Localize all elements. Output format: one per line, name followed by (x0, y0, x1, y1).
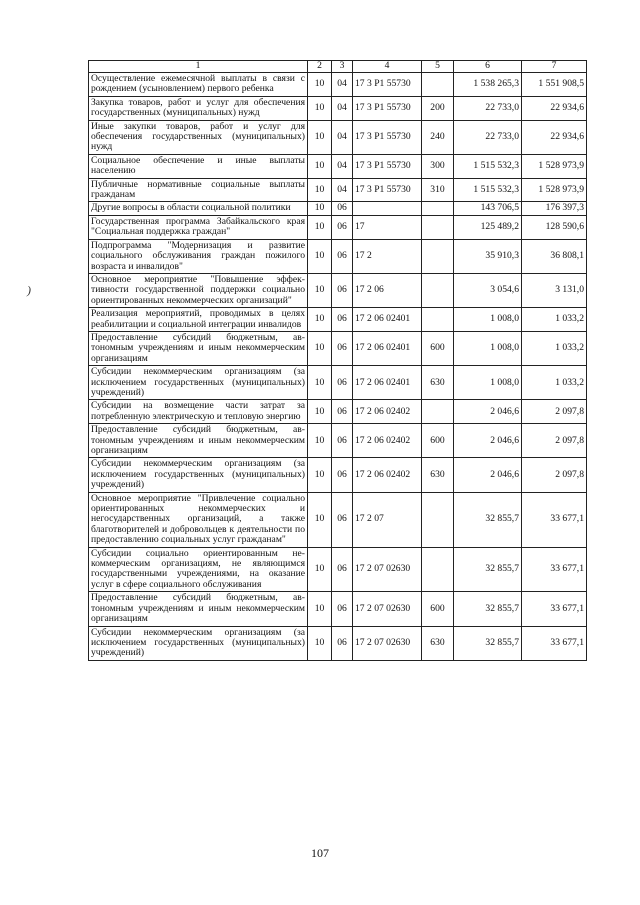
column-header: 2 (308, 61, 332, 73)
section-code-cell: 10 (308, 331, 332, 365)
amount-year2-cell: 176 397,3 (522, 202, 587, 215)
item-name-cell: Предоставление субсидий бюджетным, автономным учреждениям и иным некоммерческим организациям (89, 424, 308, 458)
subsection-code-cell: 06 (332, 492, 353, 547)
section-code-cell: 10 (308, 120, 332, 154)
budget-table (88, 60, 587, 661)
amount-year2-cell: 2 097,8 (522, 424, 587, 458)
item-name-cell: Закупка товаров, работ и услуг для обеспечения государственных (муниципальных) нужд (89, 96, 308, 120)
amount-year1-cell: 32 855,7 (454, 547, 522, 592)
section-code-cell: 10 (308, 400, 332, 424)
table-row (89, 154, 587, 178)
target-article-cell: 17 2 07 02630 (353, 547, 422, 592)
expense-type-cell (422, 202, 454, 215)
subsection-code-cell: 04 (332, 178, 353, 202)
subsection-code-cell: 06 (332, 626, 353, 660)
table-row (89, 331, 587, 365)
subsection-code-cell: 06 (332, 215, 353, 239)
expense-type-cell (422, 273, 454, 307)
expense-type-cell (422, 400, 454, 424)
item-name-cell: Социальное обеспечение и иные выплаты населению (89, 154, 308, 178)
column-header: 3 (332, 61, 353, 73)
expense-type-cell (422, 73, 454, 97)
target-article-cell (353, 202, 422, 215)
expense-type-cell: 310 (422, 178, 454, 202)
amount-year2-cell: 36 808,1 (522, 239, 587, 273)
target-article-cell: 17 3 P1 55730 (353, 154, 422, 178)
item-name-cell: Осуществление ежемесячной выплаты в связи с рождением (усыновлением) первого ребенка (89, 73, 308, 97)
expense-type-cell (422, 547, 454, 592)
item-name-cell: Основное мероприятие "Повышение эффективности государственной поддержки социально ориентированных некоммерческих организаций" (89, 273, 308, 307)
amount-year2-cell: 1 528 973,9 (522, 154, 587, 178)
amount-year2-cell: 128 590,6 (522, 215, 587, 239)
subsection-code-cell: 06 (332, 592, 353, 626)
section-code-cell: 10 (308, 366, 332, 400)
target-article-cell: 17 (353, 215, 422, 239)
amount-year1-cell: 2 046,6 (454, 424, 522, 458)
subsection-code-cell: 06 (332, 239, 353, 273)
item-name-cell: Публичные нормативные социальные выплаты гражданам (89, 178, 308, 202)
expense-type-cell (422, 308, 454, 332)
subsection-code-cell: 06 (332, 458, 353, 492)
section-code-cell: 10 (308, 424, 332, 458)
amount-year1-cell: 1 538 265,3 (454, 73, 522, 97)
item-name-cell: Реализация мероприятий, проводимых в целях реабилитации и социальной интеграции инвалидов (89, 308, 308, 332)
item-name-cell: Субсидии социально ориентированным некоммерческим организациям, не являющимся государственными учреждениями, на оказание услуг в сфере социального обслуживания (89, 547, 308, 592)
amount-year2-cell: 33 677,1 (522, 626, 587, 660)
table-header-row (89, 61, 587, 73)
table-row (89, 120, 587, 154)
table-row (89, 202, 587, 215)
table-row (89, 215, 587, 239)
section-code-cell: 10 (308, 154, 332, 178)
expense-type-cell: 630 (422, 366, 454, 400)
table-row (89, 492, 587, 547)
item-name-cell: Государственная программа Забайкальского края "Социальная поддержка граждан" (89, 215, 308, 239)
item-name-cell: Предоставление субсидий бюджетным, автономным учреждениям и иным некоммерческим организациям (89, 592, 308, 626)
column-header: 5 (422, 61, 454, 73)
table-body (89, 73, 587, 661)
target-article-cell: 17 3 P1 55730 (353, 120, 422, 154)
item-name-cell: Иные закупки товаров, работ и услуг для обеспечения государственных (муниципальных) нужд (89, 120, 308, 154)
table-row (89, 366, 587, 400)
expense-type-cell: 630 (422, 626, 454, 660)
amount-year2-cell: 22 934,6 (522, 120, 587, 154)
expense-type-cell (422, 215, 454, 239)
subsection-code-cell: 06 (332, 202, 353, 215)
item-name-cell: Субсидии некоммерческим организациям (за исключением государственных (муниципальных) учреждений) (89, 458, 308, 492)
target-article-cell: 17 2 06 02402 (353, 458, 422, 492)
subsection-code-cell: 04 (332, 154, 353, 178)
subsection-code-cell: 06 (332, 424, 353, 458)
target-article-cell: 17 2 06 02401 (353, 331, 422, 365)
target-article-cell: 17 2 06 02402 (353, 424, 422, 458)
section-code-cell: 10 (308, 215, 332, 239)
item-name-cell: Субсидии некоммерческим организациям (за исключением государственных (муниципальных) учреждений) (89, 626, 308, 660)
amount-year1-cell: 2 046,6 (454, 400, 522, 424)
table-row (89, 626, 587, 660)
amount-year1-cell: 32 855,7 (454, 626, 522, 660)
target-article-cell: 17 2 07 (353, 492, 422, 547)
table-row (89, 424, 587, 458)
amount-year1-cell: 22 733,0 (454, 120, 522, 154)
amount-year1-cell: 32 855,7 (454, 492, 522, 547)
target-article-cell: 17 3 P1 55730 (353, 178, 422, 202)
amount-year1-cell: 2 046,6 (454, 458, 522, 492)
amount-year1-cell: 3 054,6 (454, 273, 522, 307)
amount-year2-cell: 2 097,8 (522, 400, 587, 424)
target-article-cell: 17 2 07 02630 (353, 626, 422, 660)
amount-year1-cell: 1 008,0 (454, 331, 522, 365)
amount-year2-cell: 1 551 908,5 (522, 73, 587, 97)
amount-year2-cell: 2 097,8 (522, 458, 587, 492)
table-row (89, 273, 587, 307)
column-header: 4 (353, 61, 422, 73)
amount-year2-cell: 1 033,2 (522, 331, 587, 365)
section-code-cell: 10 (308, 308, 332, 332)
subsection-code-cell: 06 (332, 366, 353, 400)
amount-year2-cell: 33 677,1 (522, 492, 587, 547)
amount-year2-cell: 22 934,6 (522, 96, 587, 120)
section-code-cell: 10 (308, 239, 332, 273)
amount-year2-cell: 33 677,1 (522, 592, 587, 626)
expense-type-cell: 600 (422, 592, 454, 626)
target-article-cell: 17 2 07 02630 (353, 592, 422, 626)
amount-year1-cell: 1 515 532,3 (454, 154, 522, 178)
amount-year2-cell: 1 528 973,9 (522, 178, 587, 202)
table-row (89, 400, 587, 424)
table-row (89, 96, 587, 120)
target-article-cell: 17 3 P1 55730 (353, 96, 422, 120)
table-row (89, 592, 587, 626)
amount-year1-cell: 22 733,0 (454, 96, 522, 120)
section-code-cell: 10 (308, 202, 332, 215)
item-name-cell: Другие вопросы в области социальной политики (89, 202, 308, 215)
section-code-cell: 10 (308, 73, 332, 97)
amount-year1-cell: 1 008,0 (454, 366, 522, 400)
table-row (89, 458, 587, 492)
target-article-cell: 17 2 06 02401 (353, 308, 422, 332)
table-row (89, 73, 587, 97)
item-name-cell: Основное мероприятие "Привлечение социально ориентированных некоммерческих и негосударственных организаций, а также благотворителей и добровольцев к деятельности по предоставлению социальных услуг гражданам" (89, 492, 308, 547)
item-name-cell: Подпрограмма "Модернизация и развитие социального обслуживания граждан пожилого возраста и инвалидов" (89, 239, 308, 273)
table-row (89, 178, 587, 202)
section-code-cell: 10 (308, 178, 332, 202)
item-name-cell: Субсидии некоммерческим организациям (за исключением государственных (муниципальных) учреждений) (89, 366, 308, 400)
target-article-cell: 17 2 06 02401 (353, 366, 422, 400)
subsection-code-cell: 06 (332, 308, 353, 332)
amount-year2-cell: 3 131,0 (522, 273, 587, 307)
section-code-cell: 10 (308, 547, 332, 592)
subsection-code-cell: 04 (332, 96, 353, 120)
section-code-cell: 10 (308, 626, 332, 660)
subsection-code-cell: 06 (332, 547, 353, 592)
column-header: 7 (522, 61, 587, 73)
target-article-cell: 17 2 06 (353, 273, 422, 307)
page-number: 107 (311, 846, 329, 860)
section-code-cell: 10 (308, 96, 332, 120)
section-code-cell: 10 (308, 492, 332, 547)
expense-type-cell: 200 (422, 96, 454, 120)
amount-year2-cell: 1 033,2 (522, 308, 587, 332)
amount-year1-cell: 1 008,0 (454, 308, 522, 332)
amount-year1-cell: 35 910,3 (454, 239, 522, 273)
expense-type-cell (422, 239, 454, 273)
section-code-cell: 10 (308, 458, 332, 492)
amount-year2-cell: 33 677,1 (522, 547, 587, 592)
amount-year1-cell: 143 706,5 (454, 202, 522, 215)
section-code-cell: 10 (308, 592, 332, 626)
table-row (89, 308, 587, 332)
table-row (89, 239, 587, 273)
subsection-code-cell: 04 (332, 73, 353, 97)
target-article-cell: 17 3 P1 55730 (353, 73, 422, 97)
expense-type-cell (422, 492, 454, 547)
amount-year2-cell: 1 033,2 (522, 366, 587, 400)
expense-type-cell: 240 (422, 120, 454, 154)
subsection-code-cell: 06 (332, 400, 353, 424)
amount-year1-cell: 32 855,7 (454, 592, 522, 626)
subsection-code-cell: 04 (332, 120, 353, 154)
table-row (89, 547, 587, 592)
amount-year1-cell: 1 515 532,3 (454, 178, 522, 202)
expense-type-cell: 600 (422, 331, 454, 365)
subsection-code-cell: 06 (332, 331, 353, 365)
section-code-cell: 10 (308, 273, 332, 307)
column-header: 6 (454, 61, 522, 73)
amount-year1-cell: 125 489,2 (454, 215, 522, 239)
item-name-cell: Предоставление субсидий бюджетным, автономным учреждениям и иным некоммерческим организациям (89, 331, 308, 365)
target-article-cell: 17 2 (353, 239, 422, 273)
item-name-cell: Субсидии на возмещение части затрат за потребленную электрическую и тепловую энергию (89, 400, 308, 424)
column-header: 1 (89, 61, 308, 73)
margin-scan-mark: ) (27, 283, 31, 297)
target-article-cell: 17 2 06 02402 (353, 400, 422, 424)
expense-type-cell: 300 (422, 154, 454, 178)
expense-type-cell: 630 (422, 458, 454, 492)
subsection-code-cell: 06 (332, 273, 353, 307)
expense-type-cell: 600 (422, 424, 454, 458)
